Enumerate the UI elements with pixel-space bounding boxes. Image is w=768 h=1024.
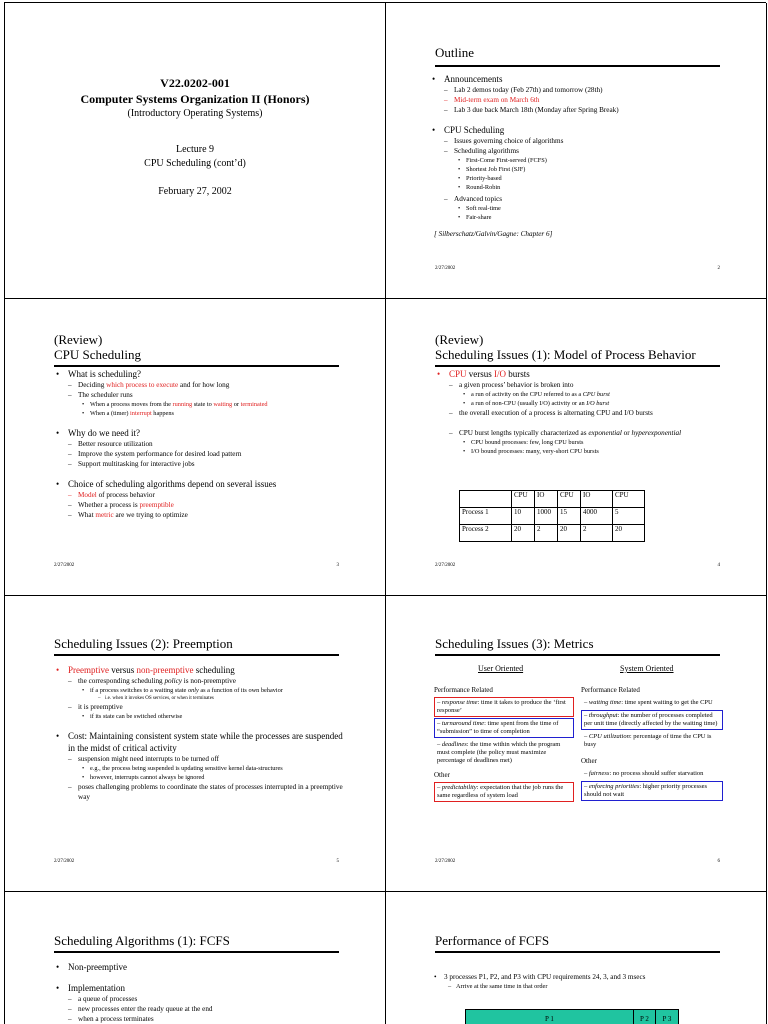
sub-sub-bullet: CPU bound processes: few, long CPU bursts xyxy=(471,439,584,446)
sub-sub-bullet: Fair-share xyxy=(466,214,492,221)
bullet: Choice of scheduling algorithms depend on several issues xyxy=(68,479,277,489)
table-cell: 20 xyxy=(558,525,581,542)
course-subtitle: (Introductory Operating Systems) xyxy=(127,108,263,119)
slide-footer xyxy=(435,859,720,864)
table-row xyxy=(460,508,645,525)
page-number: 4 xyxy=(717,563,720,568)
table-cell: 1000 xyxy=(535,508,558,525)
slide-title xyxy=(54,332,339,367)
sub-bullet: The scheduler runs xyxy=(78,391,133,399)
table-cell xyxy=(460,491,512,508)
table-header-row xyxy=(460,491,645,508)
sub-bullet: Lab 2 demos today (Feb 27th) and tomorrow (28th) xyxy=(454,86,603,94)
slide-body: • 3 processes P1, P2, and P3 with CPU requirements 24, 3, and 3 msecs – Arrive at the same time in that order xyxy=(434,973,646,990)
table-cell: 2 xyxy=(581,525,613,542)
bullet: Non-preemptive xyxy=(68,962,127,972)
sub-bullet: Scheduling algorithms xyxy=(454,147,519,155)
reference: [ Silberschatz/Galvin/Gagne: Chapter 6] xyxy=(434,230,553,238)
sub-bullet: suspension might need interrupts to be turned off xyxy=(78,755,219,763)
sub-sub-bullet: a run of activity on the CPU referred to as a CPU burst xyxy=(471,391,610,398)
sub-bullet: a queue of processes xyxy=(78,995,138,1003)
slide-footer xyxy=(54,563,339,568)
sub-bullet: Model of process behavior xyxy=(78,491,155,499)
metric-box: – turnaround time: time spent from the time of “submission” to time of completion xyxy=(434,718,574,738)
sub-sub-bullet: Round-Robin xyxy=(466,184,501,191)
user-oriented-header: User Oriented xyxy=(478,664,524,673)
bullet: Preemptive versus non-preemptive scheduling xyxy=(68,665,235,675)
bullet: Implementation xyxy=(68,983,125,993)
slide-title: Scheduling Algorithms (1): FCFS xyxy=(54,933,339,953)
lecture-date: February 27, 2002 xyxy=(158,186,232,197)
slide-5 xyxy=(5,596,386,892)
gantt-segment: P 1 xyxy=(466,1010,634,1024)
title-line-2: Scheduling Issues (1): Model of Process Behavior xyxy=(435,347,696,362)
slide-title: Outline xyxy=(435,45,720,67)
section-label: Other xyxy=(434,771,450,779)
sub-bullet: Deciding which process to execute and for how long xyxy=(78,381,230,389)
footer-date: 2/27/2002 xyxy=(435,859,456,864)
sub-bullet: Advanced topics xyxy=(454,195,503,203)
sub-sub-sub-bullet: i.e. when it invokes OS services, or when it terminates xyxy=(105,696,214,701)
bullet: 3 processes P1, P2, and P3 with CPU requirements 24, 3, and 3 msecs xyxy=(444,973,646,981)
table-cell: 20 xyxy=(512,525,535,542)
section-label: Performance Related xyxy=(581,686,640,694)
slide-6 xyxy=(386,596,767,892)
slide-8 xyxy=(386,892,767,1024)
sub-sub-bullet: When a (timer) interrupt happens xyxy=(90,410,174,417)
course-title: Computer Systems Organization II (Honors) xyxy=(80,92,310,106)
table-cell: CPU xyxy=(613,491,645,508)
metric-box: – deadlines: the time within which the program must complete (the policy must maximize percentage of deadlines met) xyxy=(437,741,561,764)
metric-box: – response time: time it takes to produce the ‘first response’ xyxy=(434,697,574,717)
sub-bullet: Better resource utilization xyxy=(78,440,153,448)
system-oriented-header: System Oriented xyxy=(620,664,674,673)
sub-bullet: Arrive at the same time in that order xyxy=(456,983,548,990)
sub-bullet: Support multitasking for interactive jobs xyxy=(78,460,195,468)
table-cell: 10 xyxy=(512,508,535,525)
sub-bullet: the overall execution of a process is alternating CPU and I/O bursts xyxy=(459,409,653,417)
title-line-1: (Review) xyxy=(54,332,103,347)
sub-sub-bullet: Priority-based xyxy=(466,175,502,182)
bullet: CPU Scheduling xyxy=(444,125,505,135)
bullet: Announcements xyxy=(444,74,503,84)
table-cell: 4000 xyxy=(581,508,613,525)
bullet: Cost: Maintaining consistent system state while the processes are suspended in the midst of critical activity xyxy=(68,731,343,753)
sub-bullet: CPU burst lengths typically characterized as exponential or hyperexponential xyxy=(459,429,682,437)
table-row xyxy=(460,525,645,542)
gantt-segment: P 3 xyxy=(662,1015,672,1023)
sub-sub-bullet: First-Come First-served (FCFS) xyxy=(466,157,547,164)
sub-bullet: poses challenging problems to coordinate the states of processes interrupted in a preemptive way xyxy=(78,783,343,801)
bullet: CPU versus I/O bursts xyxy=(449,369,530,379)
table-cell: 5 xyxy=(613,508,645,525)
slide-title: Performance of FCFS xyxy=(435,933,720,953)
sub-bullet: the corresponding scheduling policy is non-preemptive xyxy=(78,677,236,685)
slide-title: Scheduling Issues (3): Metrics xyxy=(435,636,720,656)
sub-bullet: Whether a process is preemptible xyxy=(78,501,174,509)
slide-body: • CPU versus I/O bursts – a given process’ behavior is broken into • a run of activity on the CPU referred to as a CPU burst • a run of non-CPU (usually I/O) activity or an I/O burst – the overall execution of a process is alternating CPU and I/O bursts – CPU burst lengths typically characterized as exponential or hyperexponential • CPU bound processes: few, long CPU bursts • I/O bound processes: many, very-short CPU bursts xyxy=(437,369,682,455)
title-line-1: (Review) xyxy=(435,332,484,347)
table-cell: IO xyxy=(535,491,558,508)
metric-box: – predictability: expectation that the job runs the same regardless of system load xyxy=(434,782,574,802)
slide-footer xyxy=(435,563,720,568)
metric-box: – fairness: no process should suffer starvation xyxy=(584,770,704,777)
gantt-chart xyxy=(465,1009,679,1024)
footer-date: 2/27/2002 xyxy=(54,859,75,864)
title-line-2: CPU Scheduling xyxy=(54,347,142,362)
metric-box: – enforcing priorities: higher priority processes should not wait xyxy=(581,781,723,801)
footer-date: 2/27/2002 xyxy=(435,266,456,271)
sub-sub-bullet: a run of non-CPU (usually I/O) activity or an I/O burst xyxy=(471,400,610,407)
sub-bullet: Improve the system performance for desired load pattern xyxy=(78,450,242,458)
table-cell: IO xyxy=(581,491,613,508)
lecture-number: Lecture 9 xyxy=(175,144,215,155)
table-cell: CPU xyxy=(558,491,581,508)
slide-body: • Announcements – Lab 2 demos today (Feb 27th) and tomorrow (28th) – Mid-term exam on March 6th – Lab 3 due back March 18th (Monday after Spring Break) • CPU Scheduling – Issues governing choice of algorithms – Scheduling algorithms • First-Come First-served (FCFS) • Shortest Job First (SJF) • Priority-based • Round-Robin – Advanced topics • Soft real-time • Fair-share [ Silberschatz/Galvin/Gagne: Chapter 6] xyxy=(432,74,619,238)
table-cell: Process 1 xyxy=(460,508,512,525)
metric-box: – CPU utilization: percentage of time the CPU is busy xyxy=(584,733,712,748)
sub-sub-bullet: if a process switches to a waiting state only as a function of its own behavior xyxy=(90,687,283,694)
slide-footer xyxy=(435,266,720,271)
sub-bullet: Mid-term exam on March 6th xyxy=(454,96,540,104)
metric-box: – waiting time: time spent waiting to get the CPU xyxy=(584,699,713,706)
footer-date: 2/27/2002 xyxy=(435,563,456,568)
page-number: 3 xyxy=(336,563,339,568)
slide-grid xyxy=(4,2,766,1024)
page-number: 2 xyxy=(717,266,720,271)
sub-bullet: when a process terminates xyxy=(78,1015,154,1023)
sub-bullet: Lab 3 due back March 18th (Monday after Spring Break) xyxy=(454,106,619,114)
sub-sub-bullet: e.g., the process being suspended is updating sensitive kernel data-structures xyxy=(90,765,283,772)
slide-title xyxy=(435,332,720,367)
system-oriented-column xyxy=(581,684,723,802)
sub-sub-bullet: if its state can be switched otherwise xyxy=(90,713,183,720)
footer-date: 2/27/2002 xyxy=(54,563,75,568)
sub-sub-bullet: Soft real-time xyxy=(466,205,501,212)
table-cell: Process 2 xyxy=(460,525,512,542)
sub-bullet: new processes enter the ready queue at the end xyxy=(78,1005,213,1013)
table-cell: 20 xyxy=(613,525,645,542)
slide-body: • What is scheduling? – Deciding which process to execute and for how long – The scheduler runs • When a process moves from the running state to waiting or terminated • When a (timer) interrupt happens • Why do we need it? – Better resource utilization – Improve the system performance for desired load pattern – Support multitasking for interactive jobs • Choice of scheduling algorithms depend on several issues – Model of process behavior – Whether a process is preemptible – What metric are we trying to optimize xyxy=(56,369,277,519)
sub-sub-bullet: however, interrupts cannot always be ignored xyxy=(90,774,205,781)
table-cell: 2 xyxy=(535,525,558,542)
sub-bullet: a given process’ behavior is broken into xyxy=(459,381,574,389)
page-number: 5 xyxy=(336,859,339,864)
sub-sub-bullet: When a process moves from the running state to waiting or terminated xyxy=(90,401,268,408)
slide-body: • Preemptive versus non-preemptive scheduling – the corresponding scheduling policy is non-preemptive • if a process switches to a waiting state only as a function of its own behavior – i.e. when it invokes OS services, or when it terminates – it is preemptive • if its state can be switched otherwise • Cost: Maintaining consistent system state while the processes are suspended in the midst of critical activity – suspension might need interrupts to be turned off • e.g., the process being suspended is updating sensitive kernel data-structures • however, interrupts cannot always be ignored – poses challenging problems to coordinate the states of processes interrupted in a preemptive way xyxy=(56,664,346,802)
bullet: Why do we need it? xyxy=(68,428,140,438)
user-oriented-column xyxy=(434,684,574,803)
metric-box: – throughput: the number of processes completed per unit time (directly affected by the waiting time) xyxy=(581,710,723,730)
slide-7 xyxy=(5,892,386,1024)
title-block xyxy=(45,75,345,199)
slide-footer xyxy=(54,859,339,864)
table-cell: 15 xyxy=(558,508,581,525)
slide-body: • Non-preemptive • Implementation – a queue of processes – new processes enter the ready queue at the end – when a process terminates xyxy=(56,962,213,1023)
page-number: 6 xyxy=(717,859,720,864)
table-cell: CPU xyxy=(512,491,535,508)
sub-sub-bullet: Shortest Job First (SJF) xyxy=(466,166,526,173)
slide-2 xyxy=(386,3,767,299)
gantt-segment: P 2 xyxy=(634,1010,656,1024)
section-label: Performance Related xyxy=(434,686,493,694)
sub-bullet: Issues governing choice of algorithms xyxy=(454,137,564,145)
sub-bullet: it is preemptive xyxy=(78,703,123,711)
slide-4 xyxy=(386,299,767,596)
sub-bullet: What metric are we trying to optimize xyxy=(78,511,188,519)
slide-title: Scheduling Issues (2): Preemption xyxy=(54,636,339,656)
burst-table xyxy=(459,490,645,542)
slide-3 xyxy=(5,299,386,596)
bullet: What is scheduling? xyxy=(68,369,141,379)
section-label: Other xyxy=(581,757,597,765)
sub-sub-bullet: I/O bound processes: many, very-short CPU bursts xyxy=(471,448,599,455)
lecture-topic: CPU Scheduling (cont’d) xyxy=(144,158,246,169)
slide-1 xyxy=(5,3,386,299)
course-number: V22.0202-001 xyxy=(160,76,230,90)
